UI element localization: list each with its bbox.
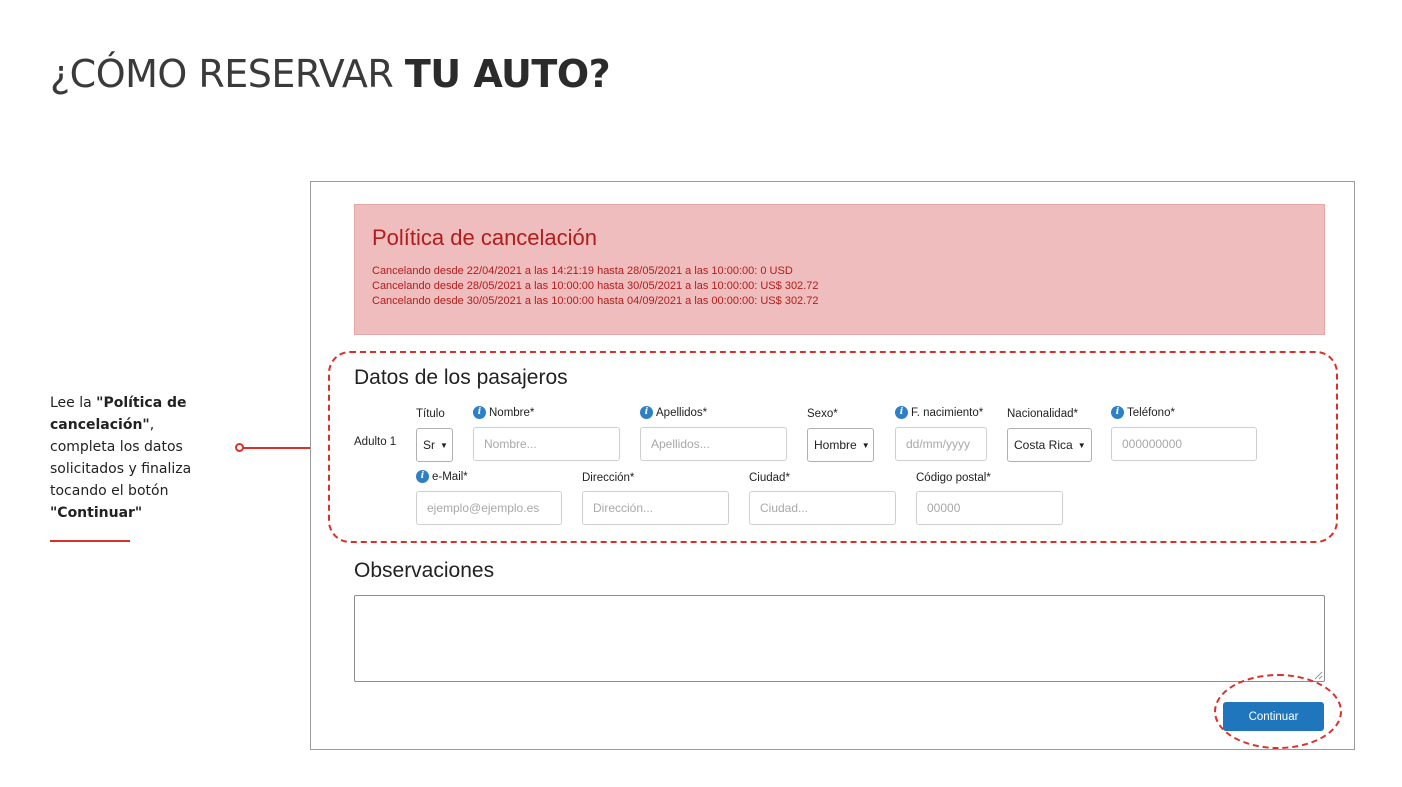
label-nacionalidad: Nacionalidad* [1007,408,1078,420]
policy-title: Política de cancelación [372,225,598,250]
label-direccion: Dirección* [582,472,635,484]
title-select-value: Sr [423,438,435,452]
continue-button[interactable]: Continuar [1223,702,1324,731]
chevron-down-icon: ▼ [440,440,448,450]
nationality-select-value: Costa Rica [1014,438,1073,452]
policy-line: Cancelando desde 30/05/2021 a las 10:00:00 hasta 04/09/2021 a las 00:00:00: US$ 302.72 [372,295,819,307]
label-codigo-postal: Código postal* [916,472,991,484]
cancellation-policy-box [354,204,1325,335]
instructions-underline [50,540,130,542]
continue-button-highlight [1214,674,1342,749]
info-icon[interactable]: i [895,406,908,419]
info-icon[interactable]: i [640,406,653,419]
instructions-part: Lee la [50,395,97,411]
policy-line: Cancelando desde 22/04/2021 a las 14:21:19 hasta 28/05/2021 a las 10:00:00: 0 USD [372,265,793,277]
label-nombre: i Nombre* [473,406,534,419]
label-nacimiento: i F. nacimiento* [895,406,983,419]
observations-textarea[interactable] [354,595,1325,682]
chevron-down-icon: ▼ [861,440,870,450]
resize-grip-icon[interactable] [1313,670,1323,680]
info-icon[interactable]: i [473,406,486,419]
info-icon[interactable]: i [416,470,429,483]
sex-select-value: Hombre [814,438,857,452]
policy-line: Cancelando desde 28/05/2021 a las 10:00:00 hasta 30/05/2021 a las 10:00:00: US$ 302.72 [372,280,819,292]
slide-title-bold: TU AUTO? [404,52,611,96]
instructions-highlight-policy: "Política de cancelación" [50,395,187,433]
label-sexo: Sexo* [807,408,838,420]
label-apellidos: i Apellidos* [640,406,707,419]
label-telefono: i Teléfono* [1111,406,1175,419]
connector-dot [235,443,244,452]
passenger-row-label: Adulto 1 [354,436,397,448]
label-email: i e-Mail* [416,470,468,483]
instructions-text [50,392,220,524]
policy-lines [372,264,818,309]
passenger-data-highlight [328,351,1338,543]
label-titulo: Título [416,408,445,420]
instructions-highlight-continue: "Continuar" [50,505,143,521]
info-icon[interactable]: i [1111,406,1124,419]
instructions-part: , completa los datos solicitados y finaliza tocando el botón [50,417,192,499]
slide-title [50,52,610,96]
passengers-section-title: Datos de los pasajeros [354,366,568,389]
label-ciudad: Ciudad* [749,472,790,484]
slide-title-thin: ¿CÓMO RESERVAR [50,52,405,96]
chevron-down-icon: ▼ [1077,440,1086,450]
observations-section-title: Observaciones [354,559,495,582]
